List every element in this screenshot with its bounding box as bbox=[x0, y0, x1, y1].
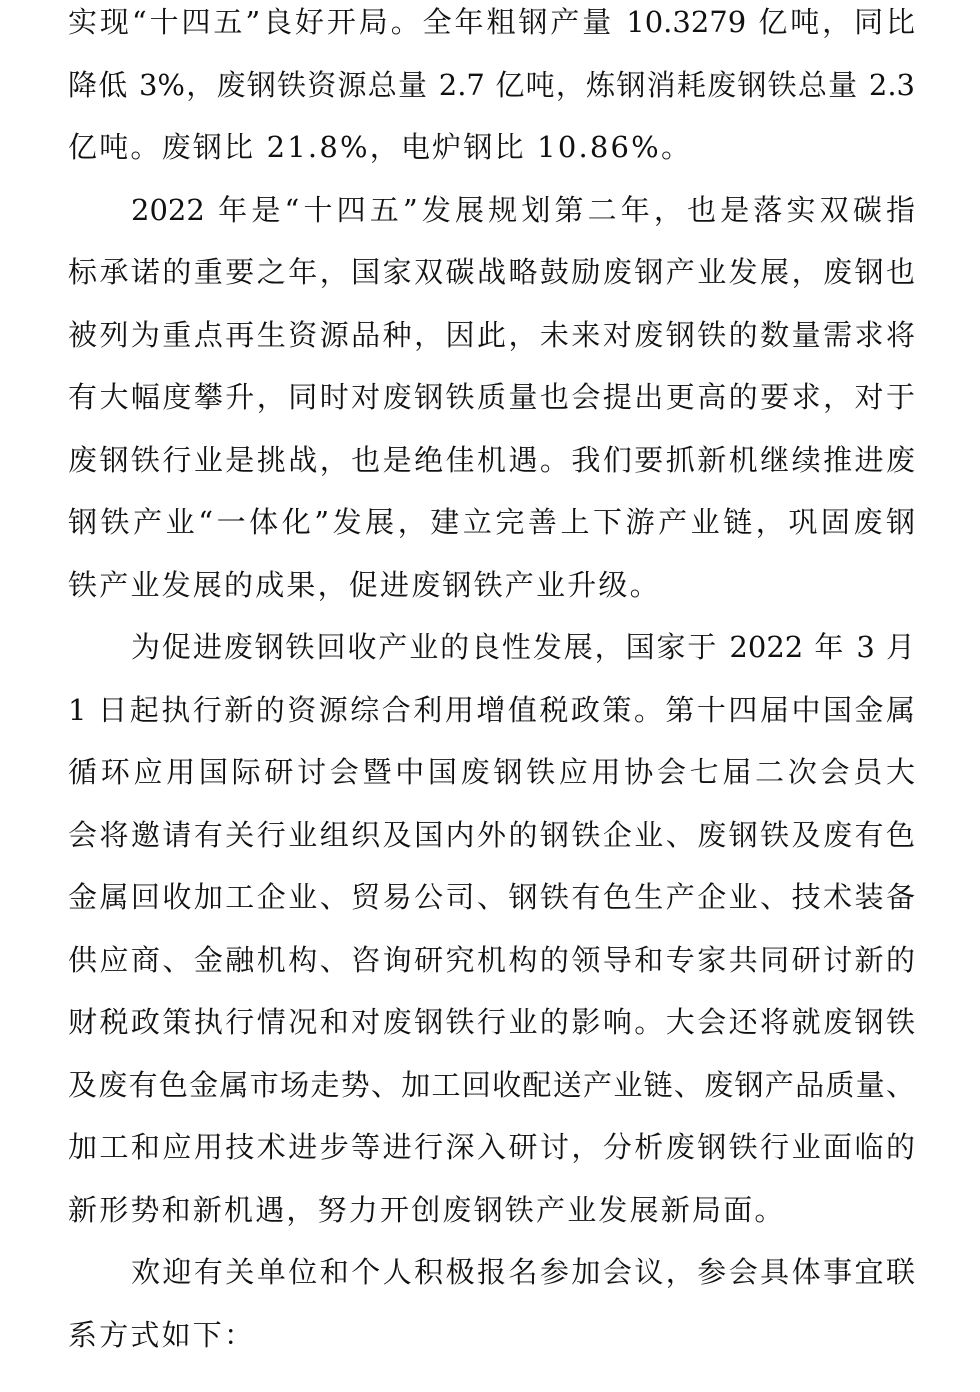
text-line: 有大幅度攀升，同时对废钢铁质量也会提出更高的要求，对于 bbox=[68, 380, 915, 414]
paragraph-results bbox=[68, 0, 915, 179]
text-line: 2022 年是“十四五”发展规划第二年，也是落实双碳指 bbox=[131, 192, 915, 227]
text-line: 系方式如下： bbox=[68, 1317, 256, 1352]
text-line: 废钢铁行业是挑战，也是绝佳机遇。我们要抓新机继续推进废 bbox=[68, 442, 915, 477]
text-line: 循环应用国际研讨会暨中国废钢铁应用协会七届二次会员大 bbox=[68, 755, 915, 789]
text-line: 新形势和新机遇，努力开创废钢铁产业发展新局面。 bbox=[68, 1192, 786, 1227]
text-line: 财税政策执行情况和对废钢铁行业的影响。大会还将就废钢铁 bbox=[68, 1005, 915, 1039]
text-line: 加工和应用技术进步等进行深入研讨，分析废钢铁行业面临的 bbox=[68, 1130, 915, 1164]
text-line: 会将邀请有关行业组织及国内外的钢铁企业、废钢铁及废有色 bbox=[68, 817, 915, 852]
text-line: 被列为重点再生资源品种，因此，未来对废钢铁的数量需求将 bbox=[68, 317, 915, 352]
document-body bbox=[68, 0, 915, 1366]
text-line: 钢铁产业“一体化”发展，建立完善上下游产业链，巩固废钢 bbox=[68, 505, 915, 539]
text-line: 及废有色金属市场走势、加工回收配送产业链、废钢产品质量、 bbox=[68, 1067, 915, 1102]
paragraph-2022-outlook bbox=[68, 179, 915, 617]
text-line: 降低 3%，废钢铁资源总量 2.7 亿吨，炼钢消耗废钢铁总量 2.3 bbox=[68, 67, 915, 102]
text-line: 实现“十四五”良好开局。全年粗钢产量 10.3279 亿吨，同比 bbox=[68, 5, 915, 39]
paragraph-invitation bbox=[68, 1241, 915, 1366]
text-line: 欢迎有关单位和个人积极报名参加会议，参会具体事宜联 bbox=[131, 1255, 915, 1289]
text-line: 为促进废钢铁回收产业的良性发展，国家于 2022 年 3 月 bbox=[131, 630, 915, 664]
text-line: 金属回收加工企业、贸易公司、钢铁有色生产企业、技术装备 bbox=[68, 880, 915, 914]
text-line: 亿吨。废钢比 21.8%，电炉钢比 10.86%。 bbox=[68, 130, 693, 164]
text-line: 供应商、金融机构、咨询研究机构的领导和专家共同研讨新的 bbox=[68, 942, 915, 977]
paragraph-conference bbox=[68, 616, 915, 1241]
text-line: 铁产业发展的成果，促进废钢铁产业升级。 bbox=[68, 567, 661, 602]
text-line: 标承诺的重要之年，国家双碳战略鼓励废钢产业发展，废钢也 bbox=[68, 255, 915, 289]
text-line: 1 日起执行新的资源综合利用增值税政策。第十四届中国金属 bbox=[68, 692, 915, 727]
